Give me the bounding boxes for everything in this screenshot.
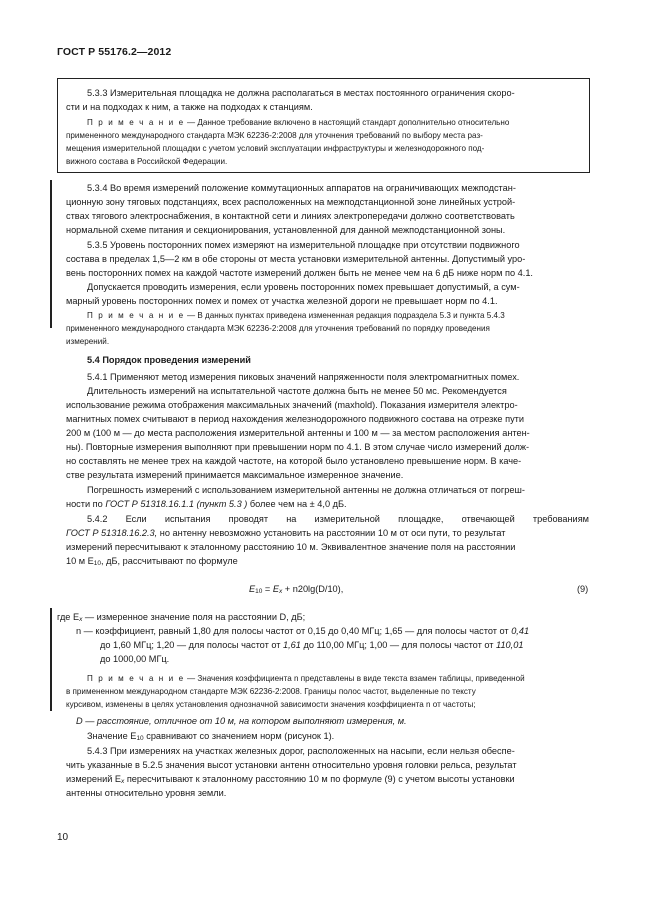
document-header: ГОСТ Р 55176.2—2012: [57, 46, 172, 58]
e10-comparison: Значение $E_{10}$ сравнивают со значением норм (рисунок 1).: [87, 731, 335, 742]
para-541-line-2: Длительность измерений на испытательной частоте должна быть не менее 50 мс. Рекомендуется: [87, 386, 507, 396]
where-line-3: до 1,60 МГц; 1,20 — для полосы частот от 1,61 до 110,00 МГц; 1,00 — для полосы частот от 110,01: [100, 640, 524, 650]
para-534-line-3: ствах тягового электроснабжения, в контактной сети и линиях электропередачи должно соответствовать: [66, 211, 515, 221]
para-542-line-4: 10 м $E_{10}$, дБ, рассчитывают по формуле: [66, 556, 238, 567]
box-note-line-4: вижного состава в Российской Федерации.: [66, 157, 228, 166]
note3-line-2: в примененном международном стандарте МЭК 62236-2:2008. Границы полос частот, выделенные по тексту: [66, 687, 476, 696]
para-543-line-1: 5.4.3 При измерениях на участках железных дорог, расположенных на насыпи, если нельзя обеспе-: [87, 746, 515, 756]
box-note-line-1: П р и м е ч а н и е — Данное требование включено в настоящий стандарт дополнительно относительно: [87, 118, 510, 127]
note3-line-1: П р и м е ч а н и е — Значения коэффициента n представлены в виде текста взамен таблицы, приведенной: [87, 674, 525, 683]
box-note-line-2: примененного международного стандарта МЭК 62236-2:2008 для уточнения требований по выбору места раз-: [66, 131, 483, 140]
para-535-line-4: Допускается проводить измерения, если уровень посторонних помех превышает допустимый, а сум-: [87, 282, 520, 292]
box-note-label: П р и м е ч а н и е: [87, 118, 185, 127]
para-541-line-8: стве результата измерений принимается максимальное измеренное значение.: [66, 470, 404, 480]
para-542-line-1: 5.4.2 Если испытания проводят на измерительной площадке, отвечающей требованиям: [87, 514, 589, 524]
note3-line-3: курсивом, изменены в целях установления однозначной зависимости значения коэффициента n от частоты;: [66, 700, 476, 709]
note2-line-1: П р и м е ч а н и е — В данных пунктах приведена измененная редакция подраздела 5.3 и пункта 5.4.3: [87, 311, 505, 320]
para-541-line-1: 5.4.1 Применяют метод измерения пиковых значений напряженности поля электромагнитных помех.: [87, 372, 520, 382]
box-note-line-3: мещения измерительной площадки с учетом условий эксплуатации инфраструктуры и железнодорожного под-: [66, 144, 485, 153]
para-541-line-7: но составлять не менее трех на каждой частоте, на которой было установлено превышение норм. В каче-: [66, 456, 522, 466]
note2-label: П р и м е ч а н и е: [87, 311, 185, 320]
d-definition: D — расстояние, отличное от 10 м, на котором выполняют измерения, м.: [76, 716, 407, 726]
para-541-line-3: использование режима отображения максимальных значений (maxhold). Показания измерителя электро-: [66, 400, 518, 410]
standard-reference: ГОСТ Р 51318.16.2.3,: [66, 528, 158, 538]
note2-line-2: примененного международного стандарта МЭК 62236-2:2008 для уточнения требований по порядку проведения: [66, 324, 490, 333]
box-line-2: сти и на подходах к ним, а также на подходах к станциям.: [66, 102, 313, 112]
note2-line-3: измерений.: [66, 337, 110, 346]
para-542-line-2: ГОСТ Р 51318.16.2.3, но антенну невозможно установить на расстоянии 10 м от оси пути, то результат: [66, 528, 506, 538]
para-542-line-3: измерений пересчитывают к эталонному расстоянию 10 м. Эквивалентное значение поля на расстоянии: [66, 542, 516, 552]
note3-label: П р и м е ч а н и е: [87, 674, 185, 683]
para-543-line-2: чить указанные в 5.2.5 значения высот установки антенн относительно уровня головки рельса, результат: [66, 760, 517, 770]
para-543-line-4: антенны относительно уровня земли.: [66, 788, 227, 798]
change-bar-1: [50, 180, 52, 328]
para-534-line-4: нормальной схеме питания и секционирования, установленной для данной межподстанционной зоны.: [66, 225, 506, 235]
para-541-line-9: Погрешность измерений с использованием измерительной антенны не должна отличаться от погреш-: [87, 485, 525, 495]
para-541-line-5: 200 м (100 м — до места расположения измерительной антенны и 100 м — за местом расположения антен-: [66, 428, 530, 438]
box-line-1: 5.3.3 Измерительная площадка не должна располагаться в местах постоянного ограничения скоро-: [87, 88, 515, 98]
para-534-line-1: 5.3.4 Во время измерений положение коммутационных аппаратов на ограничивающих межподстан-: [87, 183, 516, 193]
para-541-line-6: ны). Повторные измерения выполняют при превышении норм по 4.1. В этом случае число измерений долж-: [66, 442, 530, 452]
standard-reference: ГОСТ Р 51318.16.1.1 (пункт 5.3 ): [105, 499, 248, 509]
para-534-line-2: ционную зону тяговых подстанциях, всех расположенных на межподстанционной зоне линейных устрой-: [66, 197, 516, 207]
para-535-line-3: вень посторонних помех на каждой частоте измерений должен быть не менее чем на 6 дБ ниже норм по 4.1.: [66, 268, 533, 278]
para-541-line-10: ности по ГОСТ Р 51318.16.1.1 (пункт 5.3 ) более чем на ± 4,0 дБ.: [66, 499, 347, 509]
section-54-heading: 5.4 Порядок проведения измерений: [87, 355, 251, 365]
para-541-line-4: магнитных помех считывают в период нахождения железнодорожного подвижного состава на отрезке пути: [66, 414, 525, 424]
formula-9: $E_{10} = E_x + n20\lg(D/10)$,: [249, 584, 344, 595]
para-535-line-2: состава в пределах 1,5—2 км в обе стороны от места установки измерительной антенны. Допустимый уро-: [66, 254, 526, 264]
para-535-line-1: 5.3.5 Уровень посторонних помех измеряют на измерительной площадке при отсутствии подвижного: [87, 240, 520, 250]
where-line-2: n — коэффициент, равный 1,80 для полосы частот от 0,15 до 0,40 МГц; 1,65 — для полосы частот от 0,41: [76, 626, 530, 636]
where-line-4: до 1000,00 МГц.: [100, 654, 170, 664]
para-543-line-3: измерений $E_x$ пересчитывают к эталонному расстоянию 10 м по формуле (9) с учетом высоты установки: [66, 774, 515, 785]
change-bar-2: [50, 608, 52, 711]
para-535-line-5: марный уровень посторонних помех и помех от участка железной дороги не превышает норм по 4.1.: [66, 296, 498, 306]
page-number: 10: [57, 832, 69, 843]
formula-number: (9): [577, 584, 589, 594]
where-line-1: где $E_x$ — измеренное значение поля на расстоянии D, дБ;: [57, 612, 306, 623]
